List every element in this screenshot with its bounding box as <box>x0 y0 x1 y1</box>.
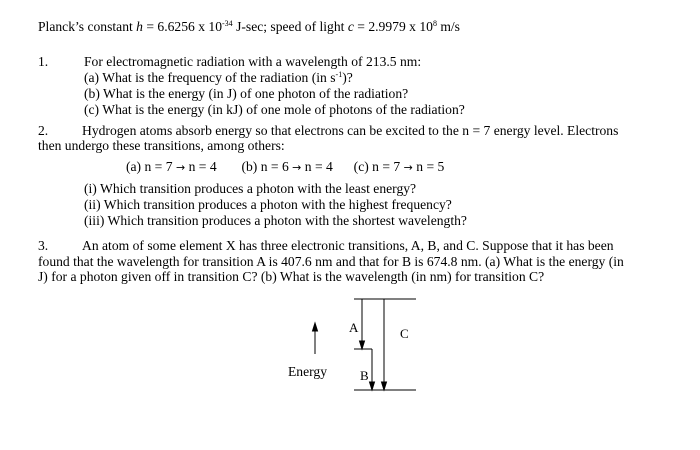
diagram-label-b: B <box>360 368 369 383</box>
planck-unit: J-sec; speed of light <box>232 19 348 34</box>
question-2-line-1-text: Hydrogen atoms absorb energy so that electrons can be excited to the n = 7 energy level. Electrons <box>82 123 619 138</box>
transition-c-from: (c) n = 7 <box>353 159 401 174</box>
question-1-part-a-exponent: -1 <box>335 70 343 79</box>
light-symbol: c <box>347 19 354 34</box>
question-2-number: 2. <box>38 123 49 138</box>
transition-c-to: n = 5 <box>412 159 445 174</box>
question-3-line-2: found that the wavelength for transition A is 407.6 nm and that for B is 674.8 nm. (a) What is the energy (in <box>38 254 624 269</box>
transition-b-arrow-head <box>370 382 375 390</box>
transition-b-to: n = 4 <box>301 159 333 174</box>
question-2-sub-iii: (iii) Which transition produces a photon with the shortest wavelength? <box>84 213 467 228</box>
question-3-number: 3. <box>38 238 49 253</box>
transition-a-from: (a) n = 7 <box>126 159 173 174</box>
question-1-number: 1. <box>38 54 49 69</box>
question-1-part-a-text: (a) What is the frequency of the radiation (in s <box>84 70 336 85</box>
transition-b-from: (b) n = 6 <box>241 159 289 174</box>
planck-exponent: -34 <box>222 19 233 28</box>
light-exponent: 8 <box>432 19 437 28</box>
arrow-icon: → <box>292 161 302 174</box>
planck-value: = 6.6256 x 10 <box>142 19 223 34</box>
energy-arrow-head <box>313 323 318 331</box>
question-1-part-b: (b) What is the energy (in J) of one photon of the radiation? <box>84 86 409 101</box>
arrow-icon: → <box>175 161 186 174</box>
question-1-part-c: (c) What is the energy (in kJ) of one mole of photons of the radiation? <box>84 102 465 117</box>
question-2-sub-ii: (ii) Which transition produces a photon with the highest frequency? <box>84 197 452 212</box>
diagram-label-a: A <box>349 320 359 335</box>
transition-a-arrow-head <box>360 341 365 349</box>
question-3-line-3: J) for a photon given off in transition C? (b) What is the wavelength (in nm) for transition C? <box>38 269 545 284</box>
question-1-part-a-end: )? <box>342 70 353 85</box>
transition-a-to: n = 4 <box>185 159 217 174</box>
question-1-intro: For electromagnetic radiation with a wavelength of 213.5 nm: <box>84 54 422 69</box>
planck-label: Planck’s constant <box>38 19 137 34</box>
transition-c-arrow-head <box>382 382 387 390</box>
light-value: = 2.9979 x 10 <box>353 19 433 34</box>
light-unit: m/s <box>436 19 460 34</box>
energy-label: Energy <box>288 364 328 379</box>
diagram-label-c: C <box>400 326 409 341</box>
question-3-line-1-text: An atom of some element X has three electronic transitions, A, B, and C. Suppose that it has been <box>82 238 614 253</box>
question-2-line-2: then undergo these transitions, among others: <box>38 138 285 153</box>
arrow-icon: → <box>403 161 413 174</box>
planck-symbol: h <box>136 19 143 34</box>
question-2-sub-i: (i) Which transition produces a photon with the least energy? <box>84 181 417 196</box>
